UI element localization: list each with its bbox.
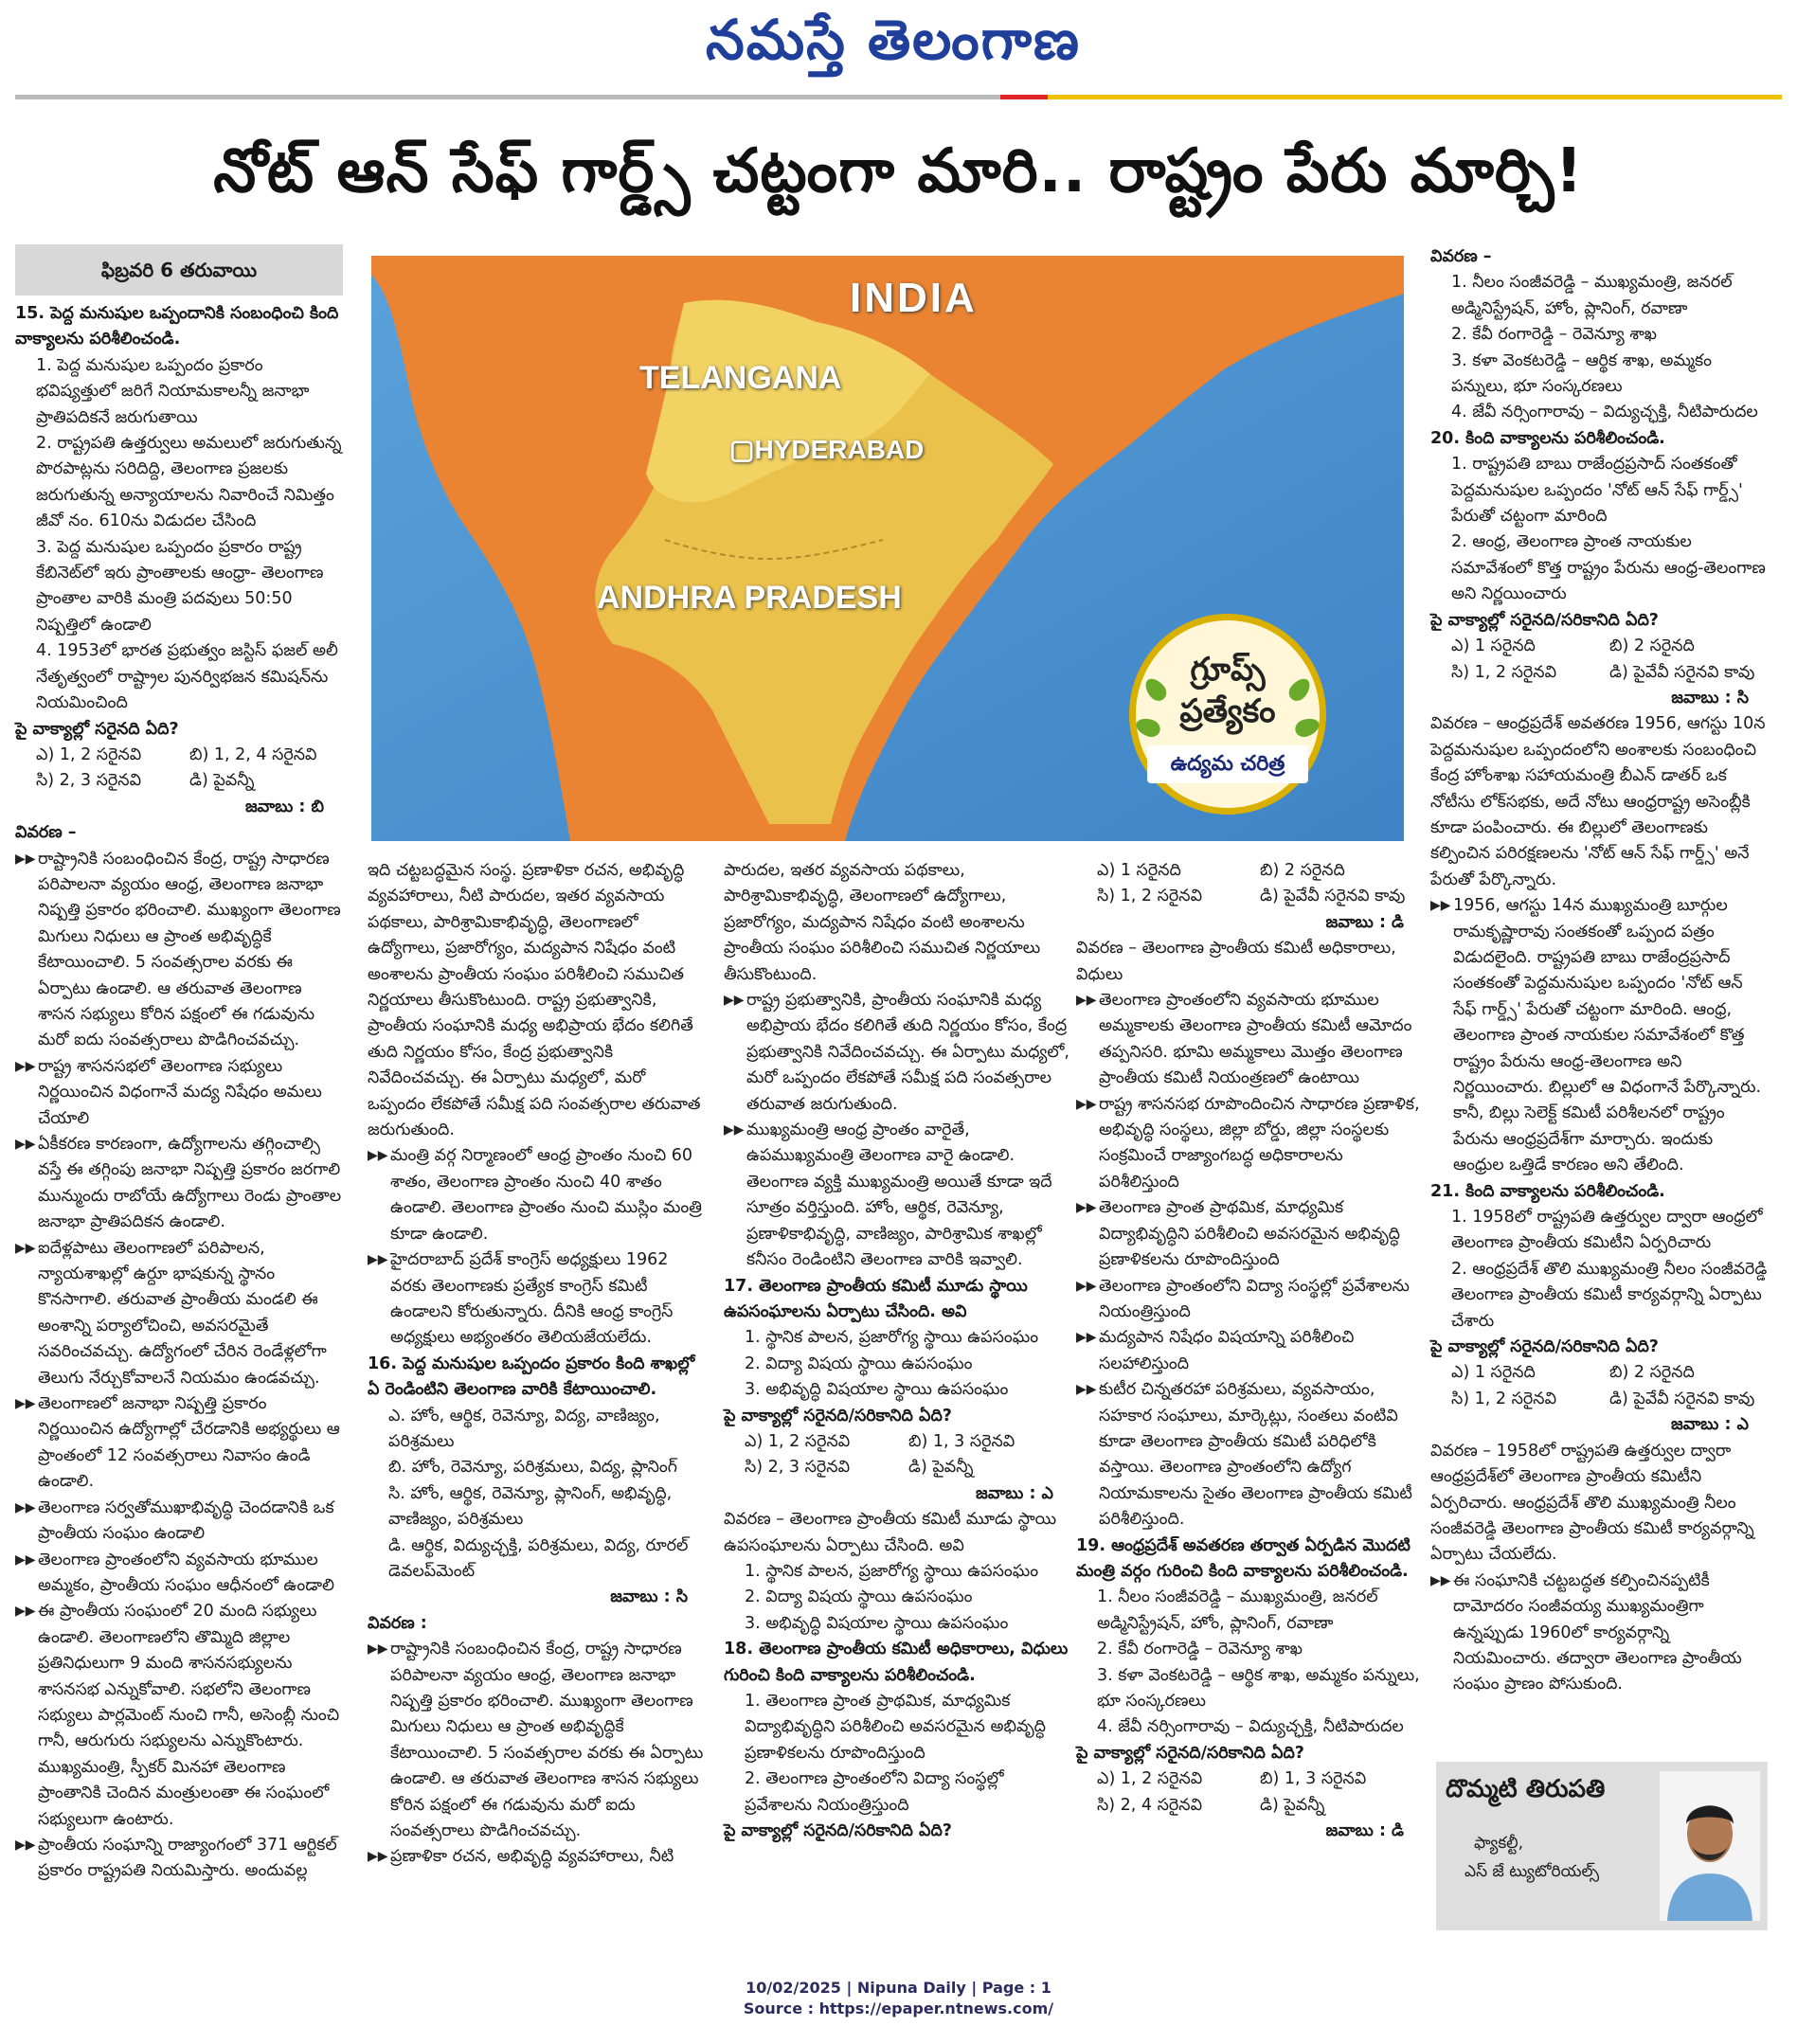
paragraph: ఇది చట్టబద్ధమైన సంస్థ. ప్రణాళికా రచన, అభివృద్ధి వ్యవహారాలు, నీటి పారుదల, ఇతర వ్యవసాయ పథకాలు, పారిశ్రామికాభివృద్ధి, తెలంగాణలో ఉద్యోగాలు, ప్రజారోగ్యం, మద్యపాన నిషేధం వంటి అంశాలను ప్రాంతీయ సంఘం పరిశీలించి సముచిత నిర్ణయాలు తీసుకొంటుంది. రాష్ట్ర ప్రభుత్వానికి, ప్రాంతీయ సంఘానికి మధ్య అభిప్రాయ భేదం కలిగితే తుది నిర్ణయం కోసం, కేంద్ర ప్రభుత్వానికి నివేదించవచ్చు. ఈ ఏర్పాటు మధ్యలో, మరో ఒప్పందం లేకపోతే సమీక్ష పది సంవత్సరాల తరువాత జరుగుతుంది. <box>368 861 701 1140</box>
double-arrow-icon: ▶▶ <box>368 1849 388 1865</box>
double-arrow-icon: ▶▶ <box>15 1058 36 1074</box>
bullet-item: ▶▶ రాష్ట్ర శాసనసభలో తెలంగాణ సభ్యులు నిర్ణయించిన విధంగానే మద్య నిషేధం అమలు చేయాలి <box>15 1054 343 1132</box>
explanation-label: వివరణ – <box>15 823 77 843</box>
explanation-label: వివరణ : <box>368 1613 427 1633</box>
options <box>1430 1360 1768 1412</box>
double-arrow-icon: ▶▶ <box>15 1240 36 1256</box>
bullet-item: ▶▶ ఈ సంఘానికి చట్టబద్ధత కల్పించినప్పటికీ దామోదరం సంజీవయ్య ముఖ్యమంత్రిగా ఉన్నప్పుడు 1960లో కార్యవర్గాన్ని నియమించారు. తద్వారా తెలంగాణ ప్రాంతీయ సంఘం ప్రాణం పోసుకుంది. <box>1430 1569 1768 1698</box>
explanation-label: వివరణ – <box>1430 247 1492 266</box>
option: ఎ) 1, 2 సరైనవి <box>36 744 142 764</box>
statement: 1. నీలం సంజీవరెడ్డి – ముఖ్యమంత్రి, జనరల్ అడ్మినిస్ట్రేషన్, హోం, ప్లానింగ్, రవాణా <box>1451 273 1733 318</box>
explanation: వివరణ – తెలంగాణ ప్రాంతీయ కమిటీ మూడు స్థాయి ఉపసంఘాలను ఏర్పాటు చేసింది. అవి <box>724 1510 1057 1555</box>
double-arrow-icon: ▶▶ <box>1076 1200 1097 1216</box>
double-arrow-icon: ▶▶ <box>15 1551 36 1568</box>
column-2 <box>368 858 707 1871</box>
explanation: వివరణ – తెలంగాణ ప్రాంతీయ కమిటీ అధికారాలు, విధులు <box>1076 939 1396 984</box>
option: డి) పైవేవీ సరైనవి కావు <box>1609 662 1755 682</box>
statement: 2. తెలంగాణ ప్రాంతంలోని విద్యా సంస్థల్లో ప్రవేశాలను నియంత్రిస్తుంది <box>745 1769 1004 1815</box>
statement: 3. అభివృద్ధి విషయాల స్థాయి ఉపసంఘం <box>745 1380 1009 1400</box>
question-20: 20. కింది వాక్యాలను పరిశీలించండి. <box>1430 428 1665 448</box>
map-label-telangana: TELANGANA <box>639 360 842 396</box>
bullet-item: ▶▶ కుటీర చిన్నతరహా పరిశ్రమలు, వ్యవసాయం, సహకార సంఘాలు, మార్కెట్లు, సంతలు వంటివి కూడా తెలంగాణ ప్రాంతీయ కమిటీ పరిధిలోకి వస్తాయి. తెలంగాణ ప్రాంతంలోని ఉద్యోగ నియామకాలను సైతం తెలంగాణ ప్రాంతీయ కమిటీ పరిశీలిస్తుంది. <box>1076 1377 1423 1533</box>
answer: జవాబు : సి <box>610 1587 688 1607</box>
answer: జవాబు : సి <box>1671 688 1749 708</box>
options <box>15 743 343 795</box>
question-18: 18. తెలంగాణ ప్రాంతీయ కమిటీ అధికారాలు, విధులు గురించి కింది వాక్యాలను పరిశీలించండి. <box>724 1640 1069 1685</box>
double-arrow-icon: ▶▶ <box>368 1641 388 1658</box>
footer-date-line: 10/02/2025 | Nipuna Daily | Page : 1 <box>746 1979 1051 1997</box>
explanation: వివరణ – 1958లో రాష్ట్రపతి ఉత్తర్వుల ద్వారా ఆంధ్రప్రదేశ్‌లో తెలంగాణ ప్రాంతీయ కమిటీని ఏర్పరిచారు. ఆంధ్రప్రదేశ్ తొలి ముఖ్యమంత్రి నీలం సంజీవరెడ్డి తెలంగాణ ప్రాంతీయ కమిటీ కార్యవర్గాన్ని ఏర్పాటు చేయలేదు. <box>1430 1441 1754 1565</box>
bullet-item: ▶▶ మద్యపాన నిషేధం విషయాన్ని పరిశీలించి సలహాలిస్తుంది <box>1076 1325 1423 1377</box>
option: ఎ. హోం, ఆర్థిక, రెవెన్యూ, విద్య, వాణిజ్యం, పరిశ్రమలు <box>388 1406 660 1451</box>
statement: 3. కళా వెంకటరెడ్డి – ఆర్థిక శాఖ, అమ్మకం పన్నులు, భూ సంస్కరణలు <box>1097 1665 1420 1711</box>
answer: జవాబు : ఎ <box>976 1483 1053 1503</box>
answer: జవాబు : బి <box>245 797 324 816</box>
option: ఎ) 1, 2 సరైనవి <box>1097 1769 1203 1789</box>
explanation: వివరణ – ఆంధ్రప్రదేశ్ అవతరణ 1956, ఆగస్టు 10న పెద్దమనుషుల ఒప్పందంలోని అంశాలకు సంబంధించి కేంద్ర హోంశాఖ సహాయమంత్రి బీఎన్ డాతర్ ఒక నోటీసు లోక్‌సభకు, అదే నోటు ఆంధ్రరాష్ట్ర అసెంబ్లీకి కూడా పంపించారు. ఈ బిల్లులో తెలంగాణకు కల్పించిన పరిరక్షణలను 'నోట్ ఆన్ సేఫ్ గార్డ్స్' అనే పేరుతో పేర్కొన్నారు. <box>1430 714 1766 889</box>
bullet-item: ▶▶ తెలంగాణ ప్రాంతంలోని వ్యవసాయ భూముల అమ్మకం, ప్రాంతీయ సంఘం ఆధీనంలో ఉండాలి <box>15 1548 343 1600</box>
option: ఎ) 1 సరైనది <box>1451 637 1536 656</box>
double-arrow-icon: ▶▶ <box>1076 993 1097 1009</box>
bullet-item: ▶▶ తెలంగాణలో జనాభా నిష్పత్తి ప్రకారం నిర్ణయించిన ఉద్యోగాల్లో చేరడానికి అభ్యర్థులు ఆ ప్రాంతంలో 12 సంవత్సరాలు నివాసం ఉండి ఉండాలి. <box>15 1391 343 1496</box>
statement: 1. నీలం సంజీవరెడ్డి – ముఖ్యమంత్రి, జనరల్ అడ్మినిస్ట్రేషన్, హోం, ప్లానింగ్, రవాణా <box>1097 1587 1378 1633</box>
bullet-item: ▶▶ ప్రణాళికా రచన, అభివృద్ధి వ్యవహారాలు, నీటి <box>368 1844 707 1870</box>
author-box <box>1436 1762 1768 1930</box>
option: సి. హోం, ఆర్థిక, రెవెన్యూ, ప్లానింగ్, అభివృద్ధి, వాణిజ్యం, పరిశ్రమలు <box>388 1483 673 1530</box>
option: బి. హోం, రెవెన్యూ, పరిశ్రమలు, విద్య, ప్లానింగ్ <box>388 1458 678 1478</box>
option: బి) 2 సరైనది <box>1609 1363 1695 1383</box>
statement: 3. కళా వెంకటరెడ్డి – ఆర్థిక శాఖ, అమ్మకం పన్నులు, భూ సంస్కరణలు <box>1451 350 1713 397</box>
author-org: ఎస్ జే ట్యుటోరియల్స్ <box>1465 1862 1600 1881</box>
option: డి) పైవన్నీ <box>189 771 255 791</box>
masthead <box>0 0 1797 95</box>
statement: 3. అభివృద్ధి విషయాల స్థాయి ఉపసంఘం <box>745 1613 1009 1633</box>
groups-special-badge <box>1129 614 1326 815</box>
options <box>1430 634 1768 686</box>
statement: 1. రాష్ట్రపతి బాబు రాజేంద్రప్రసాద్ సంతకంతో పెద్దమనుషుల ఒప్పందం 'నోట్ ఆన్ సేఫ్ గార్డ్స్' పేరుతో చట్టంగా మారింది <box>1451 455 1743 527</box>
question-ask: పై వాక్యాల్లో సరైనది/సరికానిది ఏది? <box>1430 610 1659 630</box>
india-map-image <box>371 256 1404 841</box>
badge-line-1: గ్రూప్స్ <box>1190 651 1266 689</box>
option: సి) 1, 2 సరైనవి <box>1451 1389 1557 1408</box>
double-arrow-icon: ▶▶ <box>1076 1278 1097 1294</box>
bullet-item: ▶▶ ముఖ్యమంత్రి ఆంధ్ర ప్రాంతం వారైతే, ఉపముఖ్యమంత్రి తెలంగాణ వారై ఉండాలి. తెలంగాణ వ్యక్తి ముఖ్యమంత్రి అయితే కూడా ఇదే సూత్రం వర్తిస్తుంది. హోం, ఆర్థిక, రెవెన్యూ, ప్రణాళికాభివృద్ధి, వాణిజ్యం, పారిశ్రామిక శాఖల్లో కనీసం రెండింటిని తెలంగాణ వారికి ఇవ్వాలి. <box>724 1118 1072 1273</box>
question-16: 16. పెద్ద మనుషుల ఒప్పందం ప్రకారం కింది శాఖల్లో ఏ రెండింటిని తెలంగాణ వారికి కేటాయించాలి. <box>368 1354 695 1400</box>
option: డి. ఆర్థిక, విద్యుచ్ఛక్తి, పరిశ్రమలు, విద్య, రూరల్ డెవలప్‌మెంట్ <box>388 1535 689 1581</box>
statement: 1. స్థానిక పాలన, ప్రజారోగ్య స్థాయి ఉపసంఘం <box>745 1328 1039 1348</box>
option: బి) 2 సరైనది <box>1609 637 1695 656</box>
question-ask: పై వాక్యాల్లో సరైనది/సరికానిది ఏది? <box>724 1821 952 1841</box>
map-label-andhra-pradesh: ANDHRA PRADESH <box>597 580 902 616</box>
statement: 2. రాష్ట్రపతి ఉత్తర్వులు అమలులో జరుగుతున్న పొరపాట్లను సరిదిద్ది, తెలంగాణ ప్రజలకు జరుగుతున్న అన్యాయాలను నివారించే నిమిత్తం జీవో నం. 610ను విడుదల చేసింది <box>36 434 342 531</box>
column-4 <box>1076 858 1423 1844</box>
answer: జవాబు : డి <box>1325 1821 1404 1841</box>
double-arrow-icon: ▶▶ <box>15 1499 36 1515</box>
statement: 2. కేవీ రంగారెడ్డి – రెవెన్యూ శాఖ <box>1097 1640 1303 1659</box>
question-19: 19. ఆంధ్రప్రదేశ్ అవతరణ తర్వాత ఏర్పడిన మొదటి మంత్రి వర్గం గురించి కింది వాక్యాలను పరిశీలించండి. <box>1076 1535 1411 1581</box>
column-1 <box>15 244 343 1885</box>
double-arrow-icon: ▶▶ <box>15 1396 36 1412</box>
question-ask: పై వాక్యాల్లో సరైనది/సరికానిది ఏది? <box>1076 1743 1304 1763</box>
statement: 1. తెలంగాణ ప్రాంత ప్రాథమిక, మాధ్యమిక విద్యాభివృద్ధిని పరిశీలించి అవసరమైన అభివృద్ధి ప్రణాళికలను రూపొందిస్తుంది <box>745 1692 1046 1763</box>
double-arrow-icon: ▶▶ <box>1430 898 1451 914</box>
option: సి) 2, 3 సరైనవి <box>36 771 142 791</box>
question-15: 15. పెద్ద మనుషుల ఒప్పందానికి సంబంధించి కింది వాక్యాలను పరిశీలించండి. <box>15 304 339 350</box>
column-5 <box>1430 244 1768 1698</box>
footer-source-line[interactable]: Source : https://epaper.ntnews.com/ <box>743 1999 1054 2017</box>
answer: జవాబు : డి <box>1325 912 1404 932</box>
double-arrow-icon: ▶▶ <box>15 1604 36 1620</box>
statement: 2. ఆంధ్రప్రదేశ్ తొలి ముఖ్యమంత్రి నీలం సంజీవరెడ్డి తెలంగాణ ప్రాంతీయ కమిటీ కార్యవర్గాన్ని ఏర్పాటు చేశారు <box>1451 1259 1768 1331</box>
option: డి) పైవన్నీ <box>1260 1795 1325 1815</box>
option: ఎ) 1 సరైనది <box>1097 861 1181 880</box>
option: బి) 1, 3 సరైనవి <box>908 1431 1015 1451</box>
bullet-item: ▶▶ తెలంగాణ ప్రాంతంలోని విద్యా సంస్థల్లో ప్రవేశాలను నియంత్రిస్తుంది <box>1076 1274 1423 1326</box>
statement: 4. జేవీ నర్సింగారావు – విద్యుచ్ఛక్తి, నీటిపారుదల <box>1451 403 1758 422</box>
option: డి) పైవేవీ సరైనవి కావు <box>1609 1389 1755 1408</box>
bullet-item: ▶▶ ఈ ప్రాంతీయ సంఘంలో 20 మంది సభ్యులు ఉండాలి. తెలంగాణలోని తొమ్మిది జిల్లాల ప్రతినిధులుగా 9 మంది శాసనసభ్యులను శాసనసభ ఎన్నుకోవాలి. సభలోని తెలంగాణ సభ్యులు పార్లమెంట్ నుంచి గానీ, అసెంబ్లీ నుంచి గానీ, ఆరుగురు సభ్యులను ఎన్నుకొంటారు. ముఖ్యమంత్రి, స్పీకర్ మినహా తెలంగాణ ప్రాంతానికి చెందిన మంత్రులంతా ఈ సంఘంలో సభ్యులుగా ఉంటారు. <box>15 1599 343 1833</box>
option: ఎ) 1 సరైనది <box>1451 1363 1536 1383</box>
bullet-item: ▶▶ ఏకీకరణ కారణంగా, ఉద్యోగాలను తగ్గించాల్సి వస్తే ఈ తగ్గింపు జనాభా నిష్పత్తి ప్రకారం జరగాలి మున్ముందు రాబోయే ఉద్యోగాలు రెండు ప్రాంతాల జనాభా ప్రాతిపదికన ఉండాలి. <box>15 1132 343 1236</box>
double-arrow-icon: ▶▶ <box>1076 1382 1097 1398</box>
page-footer <box>0 1978 1797 2019</box>
section-tag: ఫిబ్రవరి 6 తరువాయి <box>15 244 343 296</box>
bullet-item: ▶▶ తెలంగాణ ప్రాంతంలోని వ్యవసాయ భూముల అమ్మకాలకు తెలంగాణ ప్రాంతీయ కమిటీ ఆమోదం తప్పనిసరి. భూమి అమ్మకాలు మొత్తం తెలంగాణ ప్రాంతీయ కమిటీ నియంత్రణలో ఉంటాయి <box>1076 988 1423 1092</box>
bullet-item: ▶▶ మంత్రి వర్గ నిర్మాణంలో ఆంధ్ర ప్రాంతం నుంచి 60 శాతం, తెలంగాణ ప్రాంతం నుంచి 40 శాతం ఉండాలి. తెలంగాణ ప్రాంతం నుంచి ముస్లిం మంత్రి కూడా ఉండాలి. <box>368 1143 707 1247</box>
option: సి) 2, 3 సరైనవి <box>745 1458 851 1478</box>
option: డి) పైవన్నీ <box>908 1458 974 1478</box>
double-arrow-icon: ▶▶ <box>1076 1330 1097 1346</box>
double-arrow-icon: ▶▶ <box>1430 1572 1451 1588</box>
option: ఎ) 1, 2 సరైనవి <box>745 1431 851 1451</box>
double-arrow-icon: ▶▶ <box>15 1837 36 1853</box>
statement: 2. విద్యా విషయ స్థాయి ఉపసంఘం <box>745 1587 973 1607</box>
statement: 2. ఆంధ్ర, తెలంగాణ ప్రాంత నాయకుల సమావేశంలో కొత్త రాష్ట్రం పేరును ఆంధ్ర-తెలంగాణ అని నిర్ణయించారు <box>1451 532 1766 604</box>
option: సి) 1, 2 సరైనవి <box>1097 887 1203 906</box>
bullet-item: ▶▶ రాష్ట్రానికి సంబంధించిన కేంద్ర, రాష్ట్ర సాధారణ పరిపాలనా వ్యయం ఆంధ్ర, తెలంగాణ జనాభా నిష్పత్తి ప్రకారం భరించాలి. ముఖ్యంగా తెలంగాణ మిగులు నిధులు ఆ ప్రాంత అభివృద్ధికే కేటాయించాలి. 5 సంవత్సరాల వరకు ఈ ఏర్పాటు ఉండాలి. ఆ తరువాత తెలంగాణ శాసన సభ్యులు కోరిన పక్షంలో ఈ గడువును మరో ఐదు సంవత్సరాలు పొడిగించవచ్చు. <box>368 1637 707 1844</box>
double-arrow-icon: ▶▶ <box>15 1137 36 1152</box>
map-label-hyderabad: ▢HYDERABAD <box>729 435 925 464</box>
badge-line-2: ప్రత్యేకం <box>1179 692 1276 730</box>
option: బి) 1, 3 సరైనవి <box>1260 1769 1367 1789</box>
statement: 3. పెద్ద మనుషుల ఒప్పందం ప్రకారం రాష్ట్ర కేబినెట్‌లో ఇరు ప్రాంతాలకు ఆంధ్రా- తెలంగాణ ప్రాంతాల వారికి మంత్రి పదవులు 50:50 నిష్పత్తిలో ఉండాలి <box>36 537 324 635</box>
options <box>1076 858 1423 910</box>
question-ask: పై వాక్యాల్లో సరైనది/సరికానిది ఏది? <box>1430 1337 1659 1357</box>
statement: 1. పెద్ద మనుషుల ఒప్పందం ప్రకారం భవిష్యత్తులో జరిగే నియామకాలన్నీ జనాభా ప్రాతిపదికనే జరుగుతాయి <box>36 355 310 427</box>
paragraph: పారుదల, ఇతర వ్యవసాయ పథకాలు, పారిశ్రామికాభివృద్ధి, తెలంగాణలో ఉద్యోగాలు, ప్రజారోగ్యం, మద్యపాన నిషేధం వంటి అంశాలను ప్రాంతీయ సంఘం పరిశీలించి సముచిత నిర్ణయాలు తీసుకొంటుంది. <box>724 861 1041 984</box>
double-arrow-icon: ▶▶ <box>724 1122 745 1139</box>
options <box>724 1429 1072 1481</box>
question-21: 21. కింది వాక్యాలను పరిశీలించండి. <box>1430 1181 1665 1201</box>
badge-strip: ఉద్యమ చరిత్ర <box>1147 745 1308 783</box>
option: సి) 2, 4 సరైనవి <box>1097 1795 1203 1815</box>
statement: 2. విద్యా విషయ స్థాయి ఉపసంఘం <box>745 1354 973 1373</box>
question-17: 17. తెలంగాణ ప్రాంతీయ కమిటీ మూడు స్థాయి ఉపసంఘాలను ఏర్పాటు చేసింది. అవి <box>724 1276 1028 1321</box>
double-arrow-icon: ▶▶ <box>15 851 36 867</box>
top-rule-yellow <box>1000 95 1782 99</box>
column-3 <box>724 858 1072 1844</box>
bullet-item: ▶▶ రాష్ట్ర ప్రభుత్వానికి, ప్రాంతీయ సంఘానికి మధ్య అభిప్రాయ భేదం కలిగితే తుది నిర్ణయం కోసం, కేంద్ర ప్రభుత్వానికి నివేదించవచ్చు. ఈ ఏర్పాటు మధ్యలో, మరో ఒప్పందం లేకపోతే సమీక్ష పది సంవత్సరాల తరువాత జరుగుతుంది. <box>724 988 1072 1118</box>
option: బి) 1, 2, 4 సరైనవి <box>189 744 317 764</box>
author-photo <box>1660 1771 1760 1921</box>
top-rule-gray <box>15 95 1000 99</box>
option: బి) 2 సరైనది <box>1260 861 1345 880</box>
option: డి) పైవేవీ సరైనవి కావు <box>1260 887 1406 906</box>
bullet-item: ▶▶ హైదరాబాద్ ప్రదేశ్ కాంగ్రెస్ అధ్యక్షులు 1962 వరకు తెలంగాణకు ప్రత్యేక కాంగ్రెస్ కమిటీ ఉండాలని కోరుతున్నారు. దీనికి ఆంధ్ర కాంగ్రెస్ అధ్యక్షులు అభ్యంతరం తెలియజేయలేదు. <box>368 1247 707 1352</box>
double-arrow-icon: ▶▶ <box>1076 1096 1097 1112</box>
question-ask: పై వాక్యాల్లో సరైనది/సరికానిది ఏది? <box>724 1406 952 1425</box>
statement: 1. 1958లో రాష్ట్రపతి ఉత్తర్వుల ద్వారా ఆంధ్రలో తెలంగాణ ప్రాంతీయ కమిటీని ఏర్పరిచారు <box>1451 1208 1763 1253</box>
double-arrow-icon: ▶▶ <box>724 993 745 1009</box>
double-arrow-icon: ▶▶ <box>368 1252 388 1268</box>
statement: 4. జేవీ నర్సింగారావు – విద్యుచ్ఛక్తి, నీటిపారుదల <box>1097 1717 1404 1737</box>
bullet-item: ▶▶ ప్రాంతీయ సంఘాన్ని రాజ్యాంగంలో 371 ఆర్టికల్ ప్రకారం రాష్ట్రపతి నియమిస్తారు. అందువల్ల <box>15 1833 343 1885</box>
person-icon <box>1660 1771 1760 1921</box>
double-arrow-icon: ▶▶ <box>368 1148 388 1164</box>
top-rule-red <box>1000 95 1048 99</box>
newspaper-logo: నమస్తే తెలంగాణ <box>706 8 1081 72</box>
statement: 4. 1953లో భారత ప్రభుత్వం జస్టిస్ ఫజల్ అలీ నేతృత్వంలో రాష్ట్రాల పునర్విభజన కమిషన్‌ను నియమించింది <box>36 641 338 713</box>
options <box>1076 1766 1423 1819</box>
map-label-india: INDIA <box>850 275 978 321</box>
option: సి) 1, 2 సరైనవి <box>1451 662 1557 682</box>
hyderabad-label-text: HYDERABAD <box>754 435 925 464</box>
author-role: ఫ్యాకల్టీ, <box>1474 1834 1524 1853</box>
bullet-item: ▶▶ తెలంగాణ సర్వతోముఖాభివృద్ధి చెందడానికి ఒక ప్రాంతీయ సంఘం ఉండాలి <box>15 1496 343 1548</box>
statement: 1. స్థానిక పాలన, ప్రజారోగ్య స్థాయి ఉపసంఘం <box>745 1561 1039 1581</box>
bullet-item: ▶▶ రాష్ట్ర శాసనసభ రూపొందించిన సాధారణ ప్రణాళిక, అభివృద్ధి సంస్థలు, జిల్లా బోర్డు, జిల్లా సంస్థలకు సంక్రమించే రాజ్యాంగబద్ధ అధికారాలను పరిశీలిస్తుంది <box>1076 1092 1423 1196</box>
bullet-item: ▶▶ తెలంగాణ ప్రాంత ప్రాథమిక, మాధ్యమిక విద్యాభివృద్ధిని పరిశీలించి అవసరమైన అభివృద్ధి ప్రణాళికలను రూపొందిస్తుంది <box>1076 1195 1423 1273</box>
answer: జవాబు : ఎ <box>1671 1415 1749 1435</box>
statement: 2. కేవీ రంగారెడ్డి – రెవెన్యూ శాఖ <box>1451 325 1657 345</box>
bullet-item: ▶▶ ఐదేళ్లపాటు తెలంగాణలో పరిపాలన, న్యాయశాఖల్లో ఉర్దూ భాషకున్న స్థానం కొనసాగాలి. తరువాత ప్రాంతీయ మండలి ఈ అంశాన్ని పర్యాలోచించి, అవసరమైతే సవరించవచ్చు. ఉద్యోగంలో చేరిన రెండేళ్లలోగా తెలుగు నేర్చుకోవాలనే నియమం ఉండవచ్చు. <box>15 1236 343 1391</box>
question-ask: పై వాక్యాల్లో సరైనది ఏది? <box>15 719 179 739</box>
headline: నోట్ ఆన్ సేఫ్ గార్డ్స్ చట్టంగా మారి.. రాష్ట్రం పేరు మార్చి! <box>213 136 1584 206</box>
author-name: దొమ్మటి తిరుపతి <box>1446 1775 1606 1803</box>
bullet-item: ▶▶ రాష్ట్రానికి సంబంధించిన కేంద్ర, రాష్ట్ర సాధారణ పరిపాలనా వ్యయం ఆంధ్ర, తెలంగాణ జనాభా నిష్పత్తి ప్రకారం భరించాలి. ముఖ్యంగా తెలంగాణ మిగులు నిధులు ఆ ప్రాంత అభివృద్ధికే కేటాయించాలి. 5 సంవత్సరాల వరకు ఈ ఏర్పాటు ఉండాలి. ఆ తరువాత తెలంగాణ శాసన సభ్యులు కోరిన పక్షంలో ఈ గడువును మరో ఐదు సంవత్సరాలు పొడిగించవచ్చు. <box>15 847 343 1054</box>
bullet-item: ▶▶ 1956, ఆగస్టు 14న ముఖ్యమంత్రి బూర్గుల రామకృష్ణారావు సంతకంతో ఒప్పంద పత్రం విడుదలైంది. రాష్ట్రపతి బాబు రాజేంద్రప్రసాద్ సంతకంతో పెద్దమనుషుల ఒప్పందం 'నోట్ ఆన్ సేఫ్ గార్డ్స్' పేరుతో చట్టంగా మారింది. ఆంధ్ర, తెలంగాణ ప్రాంత నాయకుల సమావేశంలో కొత్త రాష్ట్రం పేరును ఆంధ్ర-తెలంగాణ అని నిర్ణయించారు. బిల్లులో ఆ విధంగానే పేర్కొన్నారు. కానీ, బిల్లు సెలెక్ట్ కమిటీ పరిశీలనలో రాష్ట్రం పేరును ఆంధ్రప్రదేశ్‌గా మార్చారు. ఇందుకు ఆంధ్రుల ఒత్తిడే కారణం అని తేలింది. <box>1430 893 1768 1178</box>
